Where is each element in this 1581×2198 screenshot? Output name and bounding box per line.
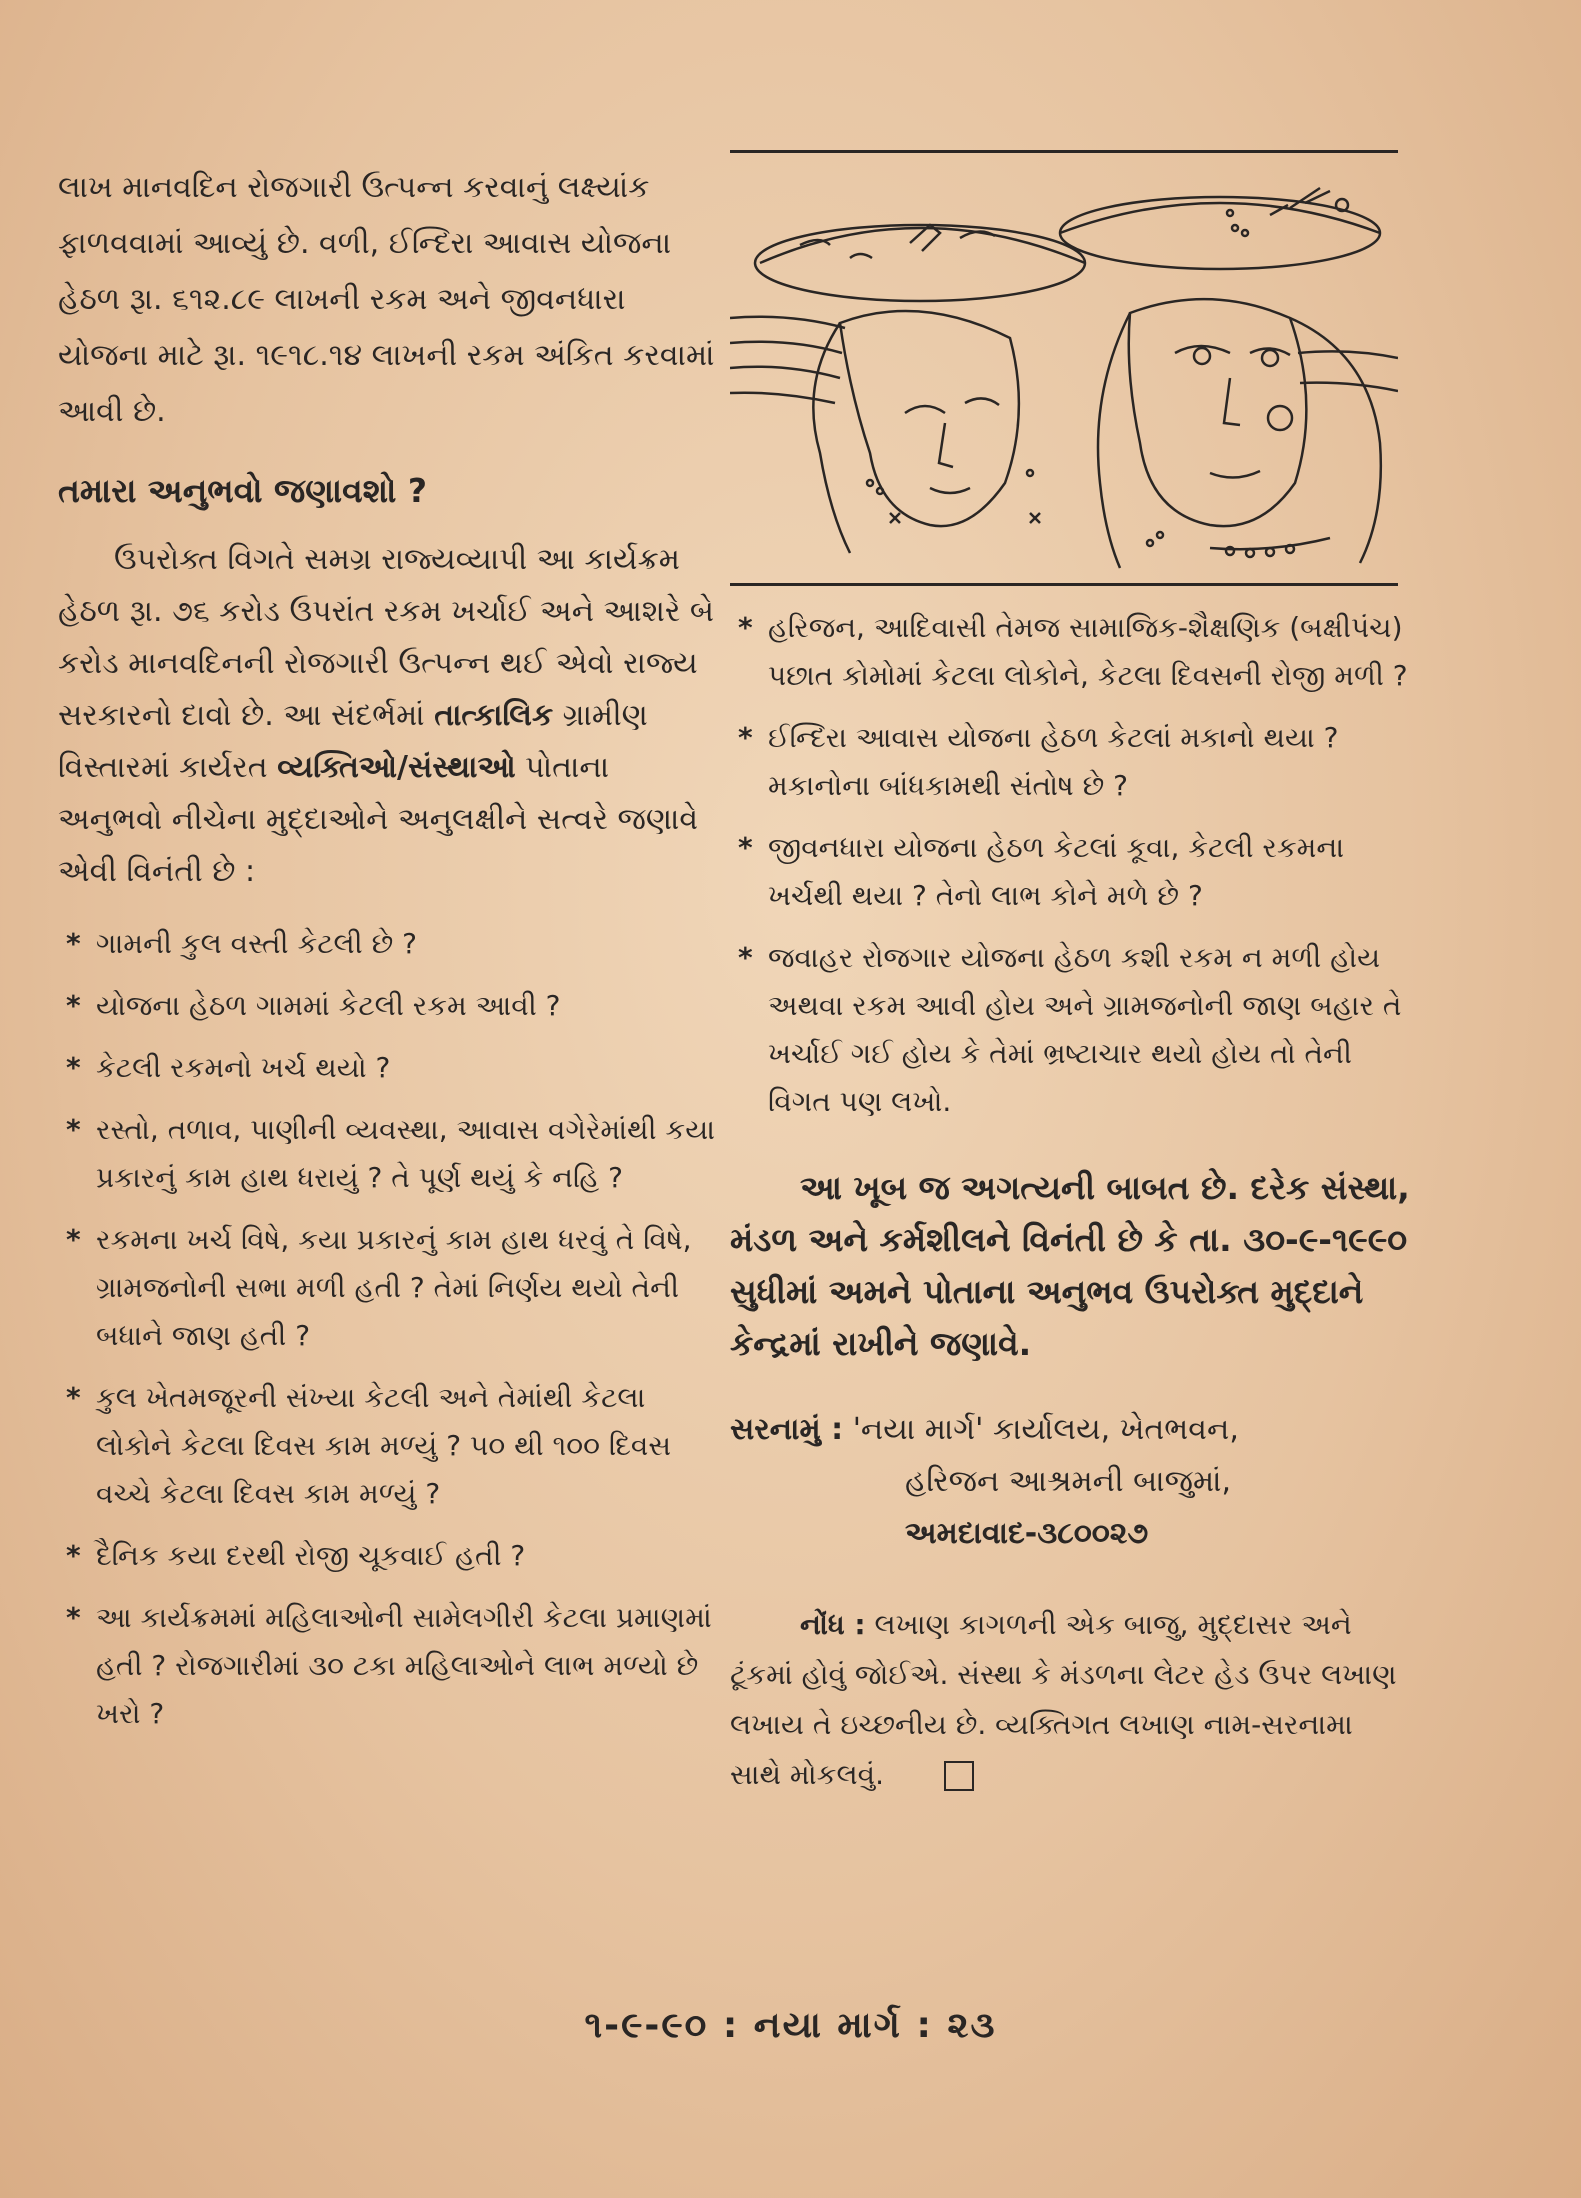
important-notice: આ ખૂબ જ અગત્યની બાબત છે. દરેક સંસ્થા, મંડળ અને કર્મશીલને વિનંતી છે કે તા. ૩૦-૯-૧૯૯૦ સુધીમાં અમને પોતાના અનુભવ ઉપરોક્ત મુદ્દાને કેન્દ્રમાં રાખીને જણાવે.: [730, 1168, 1410, 1363]
question-item: * જવાહર રોજગાર યોજના હેઠળ કશી રકમ ન મળી હોય અથવા રકમ આવી હોય અને ગ્રામજનોની જાણ બહાર તે ખર્ચાઈ ગઈ હોય કે તેમાં ભ્રષ્ટાચાર થયો હોય તો તેની વિગત પણ લખો.: [730, 934, 1410, 1126]
question-item: * કુલ ખેતમજૂરની સંખ્યા કેટલી અને તેમાંથી કેટલા લોકોને કેટલા દિવસ કામ મળ્યું ? ૫૦ થી ૧૦૦ દિવસ વચ્ચે કેટલા દિવસ કામ મળ્યું ?: [58, 1374, 718, 1518]
question-item: * જીવનધારા યોજના હેઠળ કેટલાં કૂવા, કેટલી રકમના ખર્ચથી થયા ? તેનો લાભ કોને મળે છે ?: [730, 824, 1410, 920]
request-bold-2: વ્યક્તિઓ/સંસ્થાઓ: [277, 750, 516, 785]
question-item: * હરિજન, આદિવાસી તેમજ સામાજિક-શૈક્ષણિક (બક્ષીપંચ) પછાત કોમોમાં કેટલા લોકોને, કેટલા દિવસની રોજી મળી ?: [730, 604, 1410, 700]
request-paragraph: [58, 534, 718, 898]
question-item: * ઈન્દિરા આવાસ યોજના હેઠળ કેટલાં મકાનો થયા ? મકાનોના બાંધકામથી સંતોષ છે ?: [730, 714, 1410, 810]
question-item: * ગામની કુલ વસ્તી કેટલી છે ?: [58, 920, 718, 968]
address-line-2: હરિજન આશ્રમની બાજુમાં,: [905, 1464, 1232, 1499]
request-bold-1: તાત્કાલિક: [434, 698, 554, 733]
question-item: * કેટલી રકમનો ખર્ચ થયો ?: [58, 1044, 718, 1092]
line-drawing-illustration: [730, 153, 1398, 577]
section-heading: તમારા અનુભવો જણાવશો ?: [58, 471, 427, 510]
footnote: [730, 1600, 1410, 1800]
request-text-1: ઉપરોક્ત વિગતે સમગ્ર રાજ્યવ્યાપી આ કાર્યક્રમ હેઠળ રૂા. ૭૬ કરોડ ઉપરાંત રકમ ખર્ચાઈ અને આશરે બે કરોડ માનવદિનની રોજગારી ઉત્પન્ન થઈ એવો રાજ્ય સરકારનો દાવો છે. આ સંદર્ભમાં: [58, 542, 715, 733]
request-text-3: પોતાના અનુભવો નીચેના મુદ્દાઓને અનુલક્ષીને સત્વરે જણાવે એવી વિનંતી છે :: [58, 750, 699, 889]
question-item: * દૈનિક કયા દરથી રોજી ચૂકવાઈ હતી ?: [58, 1532, 718, 1580]
end-mark-box: [944, 1761, 974, 1791]
address-label: સરનામું :: [730, 1412, 844, 1447]
address-line-1: 'નયા માર્ગ' કાર્યાલય, ખેતભવન,: [852, 1412, 1239, 1447]
right-column: [730, 150, 1410, 1800]
question-item: * યોજના હેઠળ ગામમાં કેટલી રકમ આવી ?: [58, 982, 718, 1030]
footnote-label: નોંધ :: [800, 1608, 866, 1641]
footnote-text: લખાણ કાગળની એક બાજુ, મુદ્દાસર અને ટૂંકમાં હોવું જોઈએ. સંસ્થા કે મંડળના લેટર હેડ ઉપર લખાણ લખાય તે ઇચ્છનીય છે. વ્યક્તિગત લખાણ નામ-સરનામા સાથે મોકલવું.: [730, 1608, 1397, 1791]
page-footer: ૧-૯-૯૦ : નયા માર્ગ : ૨૩: [584, 2005, 997, 2046]
question-item: * આ કાર્યક્રમમાં મહિલાઓની સામેલગીરી કેટલા પ્રમાણમાં હતી ? રોજગારીમાં ૩૦ ટકા મહિલાઓને લાભ મળ્યો છે ખરો ?: [58, 1594, 718, 1738]
address-block: [730, 1404, 1410, 1560]
intro-paragraph: લાખ માનવદિન રોજગારી ઉત્પન્ન કરવાનું લક્ષ્યાંક ફાળવવામાં આવ્યું છે. વળી, ઈન્દિરા આવાસ યોજના હેઠળ રૂા. ૬૧૨.૮૯ લાખની રકમ અને જીવનધારા યોજના માટે રૂા. ૧૯૧૮.૧૪ લાખની રકમ અંકિત કરવામાં આવી છે.: [58, 170, 715, 429]
right-question-list: [730, 604, 1410, 1126]
question-item: * રસ્તો, તળાવ, પાણીની વ્યવસ્થા, આવાસ વગેરેમાંથી કયા પ્રકારનું કામ હાથ ધરાયું ? તે પૂર્ણ થયું કે નહિ ?: [58, 1106, 718, 1202]
left-column: [58, 160, 718, 1752]
question-item: * રકમના ખર્ચ વિષે, કયા પ્રકારનું કામ હાથ ધરવું તે વિષે, ગ્રામજનોની સભા મળી હતી ? તેમાં નિર્ણય થયો તેની બધાને જાણ હતી ?: [58, 1216, 718, 1360]
left-question-list: [58, 920, 718, 1738]
request-text-2: ગ્રામીણ વિસ્તારમાં કાર્યરત: [58, 698, 648, 785]
address-line-3: અમદાવાદ-૩૮૦૦૨૭: [905, 1516, 1149, 1551]
illustration-two-women-carrying-pots: [730, 150, 1398, 586]
